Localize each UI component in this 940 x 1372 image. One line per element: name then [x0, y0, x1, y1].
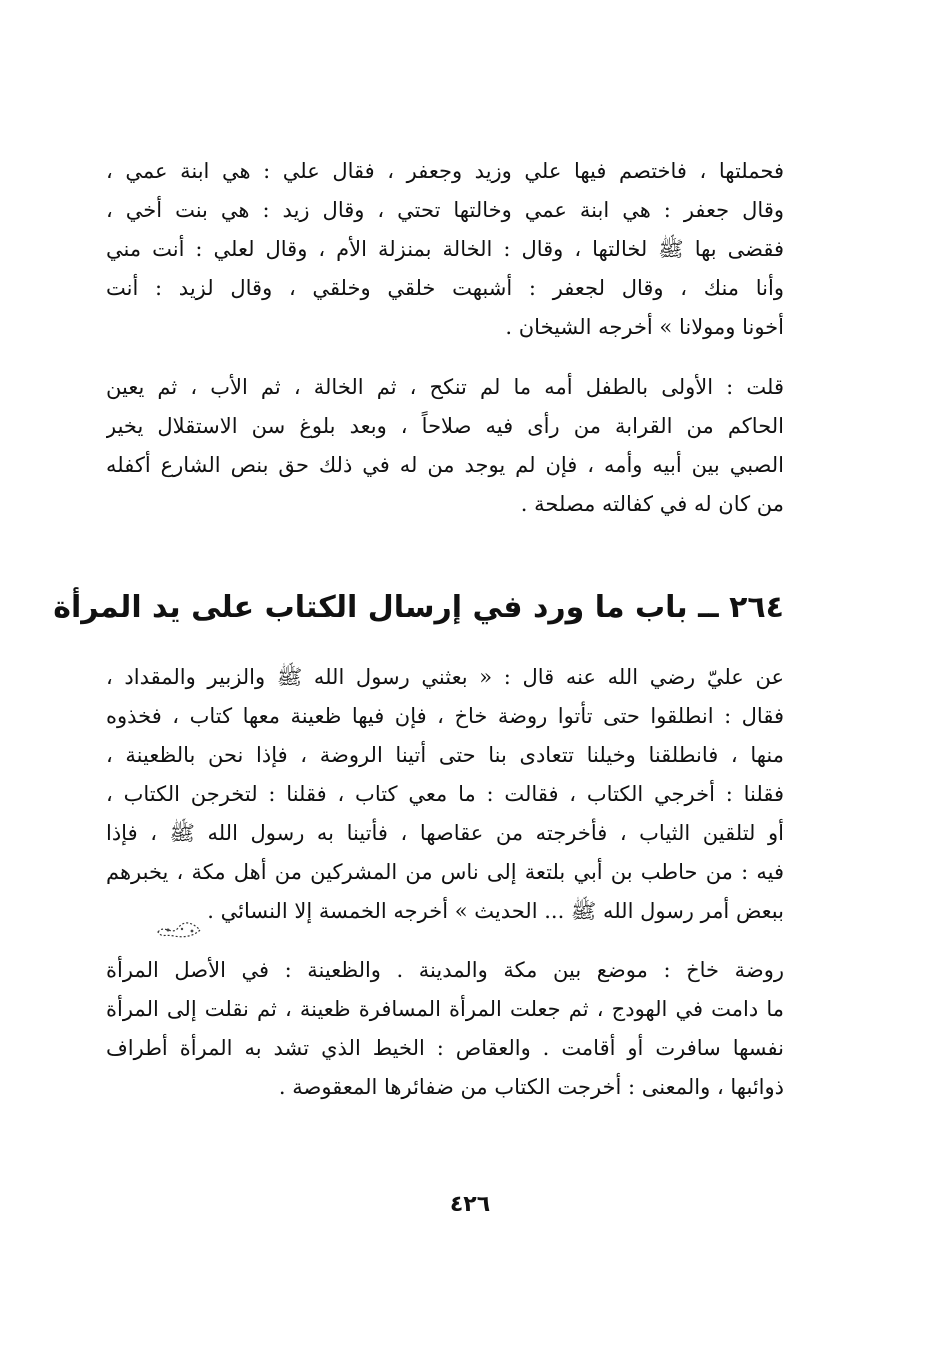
- text-line: من كان له في كفالته مصلحة .: [520, 492, 784, 516]
- paragraph-commentary-custody: [106, 368, 784, 524]
- chapter-heading: ٢٦٤ ــ باب ما ورد في إرسال الكتاب على يد المرأة: [53, 590, 784, 625]
- text-line: الصبي بين أبيه وأمه ، فإن لم يوجد من له في ذلك حق بنص الشارع أكفله: [106, 453, 784, 477]
- text-line: فحملتها ، فاختصم فيها علي وزيد وجعفر ، فقال علي : هي ابنة عمي ،: [106, 159, 784, 183]
- text-line: ما دامت في الهودج ، ثم جعلت المرأة المسافرة ظعينة ، ثم نقلت إلى المرأة: [106, 997, 784, 1021]
- text-line: ببعض أمر رسول الله ﷺ ... الحديث » أخرجه الخمسة إلا النسائي .: [207, 899, 784, 923]
- text-line: عن عليّ رضي الله عنه قال : « بعثني رسول الله ﷺ والزبير والمقداد ،: [106, 665, 784, 689]
- text-line: وأنا منك ، وقال لجعفر : أشبهت خلقي وخلقي ، وقال لزيد : أنت: [106, 276, 784, 300]
- text-line: فقال : انطلقوا حتى تأتوا روضة خاخ ، فإن فيها ظعينة معها كتاب ، فخذوه: [106, 704, 784, 728]
- text-line: منها ، فانطلقنا وخيلنا تتعادى بنا حتى أتينا الروضة ، فإذا نحن بالظعينة ،: [106, 743, 784, 767]
- text-line: نفسها سافرت أو أقامت . والعقاص : الخيط الذي تشد به المرأة أطراف: [106, 1036, 784, 1060]
- text-line: فقلنا : أخرجي الكتاب ، فقالت : ما معي كتاب ، فقلنا : لتخرجن الكتاب ،: [106, 782, 784, 806]
- text-line: قلت : الأولى بالطفل أمه ما لم تنكح ، ثم الخالة ، ثم الأب ، ثم يعين: [106, 375, 784, 399]
- text-line: ذوائبها ، والمعنى : أخرجت الكتاب من ضفائرها المعقوصة .: [278, 1075, 784, 1099]
- page-number: ٤٢٦: [449, 1192, 491, 1217]
- ink-smudge: [154, 916, 204, 942]
- text-line: فقضى بها ﷺ لخالتها ، وقال : الخالة بمنزلة الأم ، وقال لعلي : أنت مني: [106, 237, 784, 261]
- paragraph-hadith-letter: [106, 658, 784, 931]
- text-line: أخونا ومولانا » أخرجه الشيخان .: [505, 315, 784, 339]
- text-line: الحاكم من القرابة من رأى فيه صلاحاً ، وبعد بلوغ سن الاستقلال يخير: [106, 414, 784, 438]
- text-line: فيه : من حاطب بن أبي بلتعة إلى ناس من المشركين من أهل مكة ، يخبرهم: [106, 860, 784, 884]
- paragraph-glossary: [106, 951, 784, 1107]
- text-line: روضة خاخ : موضع بين مكة والمدينة . والظعينة : في الأصل المرأة: [106, 958, 784, 982]
- paragraph-hadith-custody: [106, 152, 784, 347]
- text-line: وقال جعفر : هي ابنة عمي وخالتها تحتي ، وقال زيد : هي بنت أخي ،: [106, 198, 784, 222]
- text-line: أو لتلقين الثياب ، فأخرجته من عقاصها ، فأتينا به رسول الله ﷺ ، فإذا: [106, 821, 784, 845]
